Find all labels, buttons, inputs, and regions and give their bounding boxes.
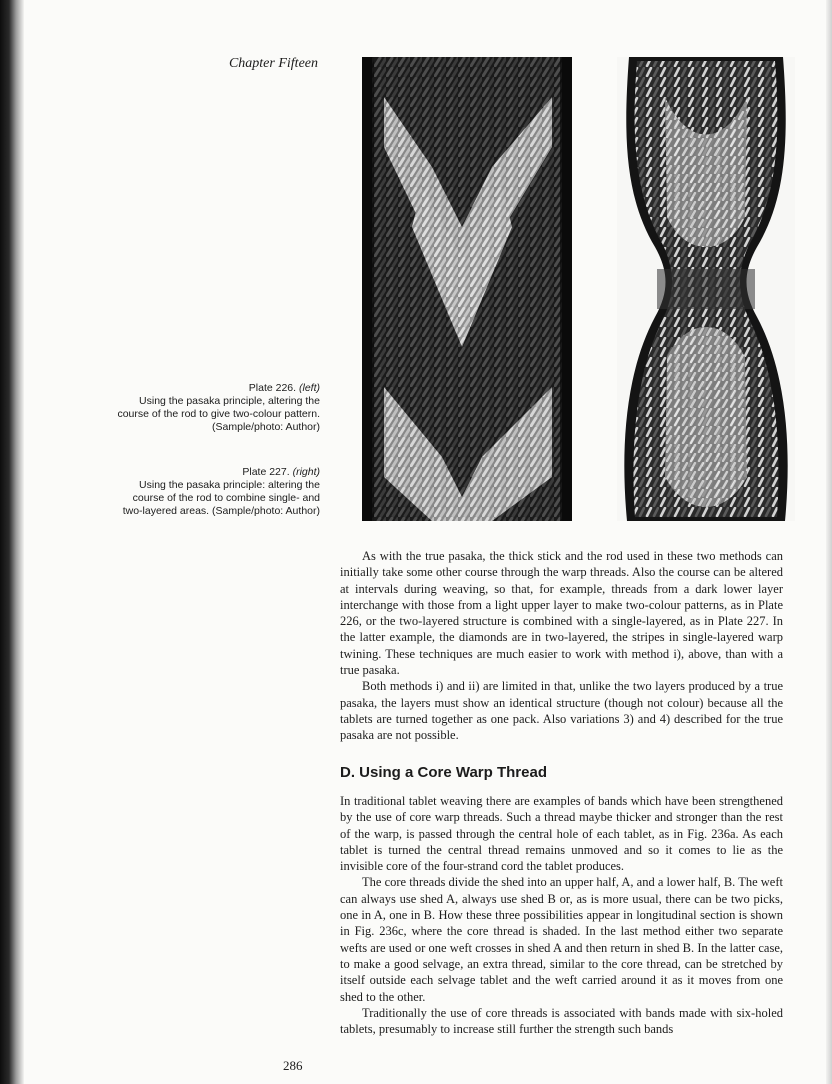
section-heading: D. Using a Core Warp Thread bbox=[340, 764, 547, 781]
book-spine-shadow bbox=[0, 0, 24, 1084]
body-paragraph: The core threads divide the shed into an upper half, A, and a lower half, B. The weft can always use shed A, always use shed B or, as is more usual, there can be two picks, one in A, one in B. How these three possibilities appear in longitudinal section is shown in Fig. 236c, where the core thread is shaded. In the last method either two separate wefts are used or one weft crosses in shed A and then return in shed B. In the latter case, to make a good selvage, an extra thread, similar to the core thread, can be stretched by itself outside each selvage tablet and the weft carried around it as it moves from one shed to the other. bbox=[340, 875, 783, 1004]
body-text-after-heading bbox=[340, 793, 783, 1037]
caption-label: Plate 227. bbox=[242, 466, 290, 478]
caption-position: (left) bbox=[299, 382, 320, 394]
body-text-before-heading bbox=[340, 548, 783, 744]
caption-text: Using the pasaka principle: altering the course of the rod to combine single- and two-layered areas. (Sample/photo: Author) bbox=[122, 479, 320, 517]
caption-plate-227 bbox=[110, 466, 320, 518]
caption-label: Plate 226. bbox=[248, 382, 297, 394]
caption-position: (right) bbox=[292, 466, 320, 478]
page-number: 286 bbox=[283, 1058, 303, 1073]
body-paragraph: In traditional tablet weaving there are examples of bands which have been strengthened by the use of core warp threads. Such a thread maybe thicker and stronger than the rest of the warp, is passed through the central hole of each tablet, as in Fig. 236a. As each tablet is turned the central thread remains unmoved and so it comes to lie as the invisible core of the four-strand cord the tablet produces. bbox=[340, 794, 783, 874]
plate-226-photo bbox=[362, 57, 572, 521]
page-edge bbox=[826, 0, 832, 1084]
running-head: Chapter Fifteen bbox=[228, 56, 318, 71]
body-paragraph: Traditionally the use of core threads is associated with bands made with six-holed tablets, presumably to increase still further the strength such bands bbox=[340, 1005, 783, 1037]
body-paragraph: Both methods i) and ii) are limited in that, unlike the two layers produced by a true pasaka, the layers must show an identical structure (though not colour) because all the tablets are turned together as one pack. Also variations 3) and 4) described for the true pasaka are not possible. bbox=[340, 679, 783, 743]
caption-plate-226 bbox=[110, 382, 320, 434]
body-paragraph: As with the true pasaka, the thick stick and the rod used in these two methods can initially take some other course through the warp threads. Also the course can be altered at intervals during weaving, so that, for example, threads from a dark lower layer interchange with those from a light upper layer to make two-colour patterns, as in Plate 226, or the two-layered structure is combined with a single-layered, as in Plate 227. In the latter example, the diamonds are in two-layered, the stripes in single-layered warp twining. These techniques are much easier to work with method i), above, than with a true pasaka. bbox=[340, 549, 783, 678]
plate-227-photo bbox=[617, 57, 795, 521]
caption-text: Using the pasaka principle, altering the course of the rod to give two-colour pattern. (Sample/photo: Author) bbox=[117, 395, 320, 433]
